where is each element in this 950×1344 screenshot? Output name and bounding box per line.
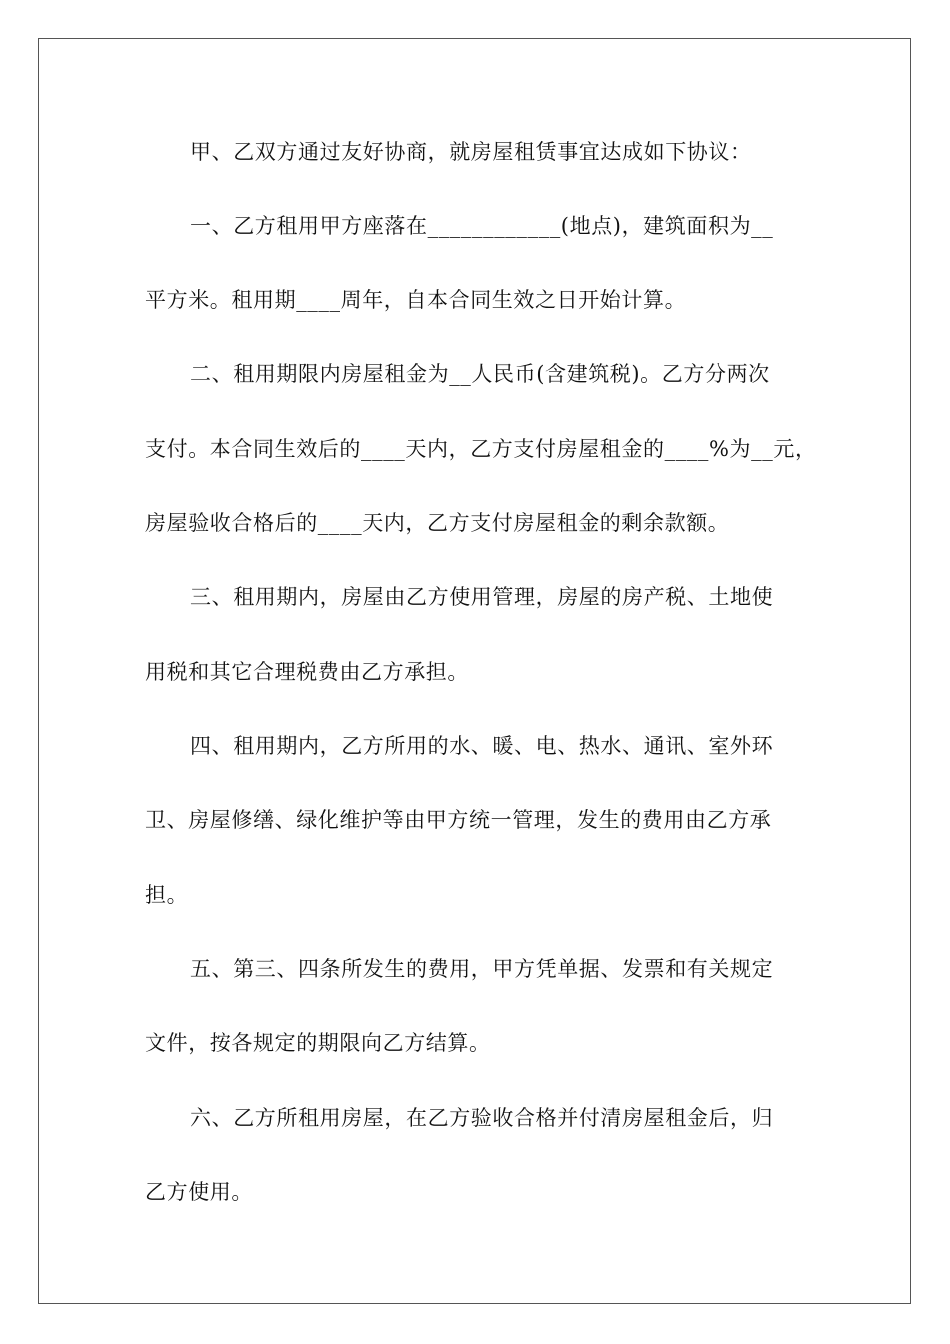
clause-6-line-1: 六、乙方所租用房屋，在乙方验收合格并付清房屋租金后，归 bbox=[190, 1106, 774, 1130]
clause-4-line-3: 担。 bbox=[145, 883, 189, 907]
clause-2-line-3: 房屋验收合格后的____天内，乙方支付房屋租金的剩余款额。 bbox=[145, 511, 730, 535]
clause-3-line-2: 用税和其它合理税费由乙方承担。 bbox=[145, 660, 469, 684]
clause-1-line-2: 平方米。租用期____周年，自本合同生效之日开始计算。 bbox=[145, 288, 687, 312]
clause-2-line-1: 二、租用期限内房屋租金为__人民币(含建筑税)。乙方分两次 bbox=[190, 362, 770, 386]
clause-2-line-2: 支付。本合同生效后的____天内，乙方支付房屋租金的____%为__元， bbox=[145, 437, 817, 461]
clause-1-line-1: 一、乙方租用甲方座落在____________(地点)，建筑面积为__ bbox=[190, 214, 774, 238]
clause-5-line-2: 文件，按各规定的期限向乙方结算。 bbox=[145, 1031, 491, 1055]
clause-5-line-1: 五、第三、四条所发生的费用，甲方凭单据、发票和有关规定 bbox=[190, 957, 774, 981]
clause-6-line-2: 乙方使用。 bbox=[145, 1180, 253, 1204]
intro-paragraph: 甲、乙双方通过友好协商，就房屋租赁事宜达成如下协议： bbox=[190, 140, 752, 164]
clause-4-line-2: 卫、房屋修缮、绿化维护等由甲方统一管理，发生的费用由乙方承 bbox=[145, 808, 772, 832]
clause-4-line-1: 四、租用期内，乙方所用的水、暖、电、热水、通讯、室外环 bbox=[190, 734, 774, 758]
clause-3-line-1: 三、租用期内，房屋由乙方使用管理，房屋的房产税、土地使 bbox=[190, 585, 774, 609]
